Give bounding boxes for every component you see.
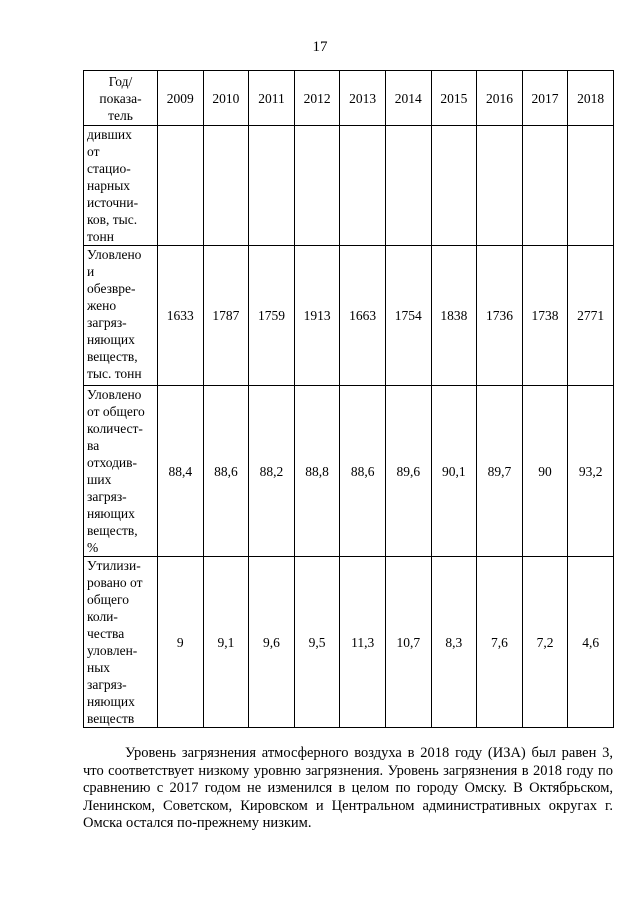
row-label: дивших от стацио- нарных источни- ков, тыс. тонн [84, 126, 158, 246]
table-header-row [84, 71, 614, 126]
value-cell: 1787 [203, 246, 249, 386]
emissions-table [83, 70, 614, 728]
value-cell: 1759 [249, 246, 295, 386]
value-cell [249, 126, 295, 246]
value-cell: 88,8 [294, 386, 340, 557]
value-cell: 89,6 [385, 386, 431, 557]
value-cell: 1633 [158, 246, 204, 386]
value-cell: 8,3 [431, 557, 477, 728]
value-cell [158, 126, 204, 246]
year-header: 2015 [431, 71, 477, 126]
value-cell: 1754 [385, 246, 431, 386]
value-cell [385, 126, 431, 246]
value-cell [340, 126, 386, 246]
value-cell: 4,6 [568, 557, 614, 728]
row-label: Уловлено от общего количест- ва отходив- ших загряз- няющих веществ, % [84, 386, 158, 557]
value-cell: 9,1 [203, 557, 249, 728]
value-cell: 88,2 [249, 386, 295, 557]
value-cell [431, 126, 477, 246]
value-cell [522, 126, 568, 246]
value-cell [203, 126, 249, 246]
year-header: 2011 [249, 71, 295, 126]
value-cell: 2771 [568, 246, 614, 386]
value-cell: 9,5 [294, 557, 340, 728]
value-cell: 88,6 [203, 386, 249, 557]
value-cell: 9,6 [249, 557, 295, 728]
value-cell [568, 126, 614, 246]
year-header: 2014 [385, 71, 431, 126]
value-cell: 89,7 [477, 386, 523, 557]
value-cell: 90,1 [431, 386, 477, 557]
table-row [84, 386, 614, 557]
year-header: 2018 [568, 71, 614, 126]
value-cell: 10,7 [385, 557, 431, 728]
year-header: 2010 [203, 71, 249, 126]
year-header: 2012 [294, 71, 340, 126]
year-header: 2017 [522, 71, 568, 126]
value-cell: 11,3 [340, 557, 386, 728]
table-row [84, 557, 614, 728]
value-cell: 90 [522, 386, 568, 557]
value-cell: 1838 [431, 246, 477, 386]
value-cell: 1738 [522, 246, 568, 386]
row-label: Уловлено и обезвре- жено загряз- няющих веществ, тыс. тонн [84, 246, 158, 386]
value-cell: 1913 [294, 246, 340, 386]
year-header: 2009 [158, 71, 204, 126]
value-cell: 1736 [477, 246, 523, 386]
value-cell: 7,2 [522, 557, 568, 728]
value-cell: 9 [158, 557, 204, 728]
page-number: 17 [312, 39, 328, 55]
value-cell [477, 126, 523, 246]
body-paragraph: Уровень загрязнения атмосферного воздуха в 2018 году (ИЗА) был равен 3, что соответствует низкому уровню загрязнения. Уровень загрязнения в 2018 году по сравнению с 2017 годом не изменился в целом по городу Омску. В Октябрьском, Ленинском, Советском, Кировском и Центральном административных округах г. Омска остался по-прежнему низким. [83, 745, 613, 831]
year-header: 2016 [477, 71, 523, 126]
year-header: 2013 [340, 71, 386, 126]
value-cell [294, 126, 340, 246]
value-cell: 93,2 [568, 386, 614, 557]
table-row [84, 246, 614, 386]
header-label-text: Год/ показа- тель [99, 73, 142, 123]
value-cell: 7,6 [477, 557, 523, 728]
value-cell: 88,6 [340, 386, 386, 557]
header-label-cell [84, 71, 158, 126]
value-cell: 88,4 [158, 386, 204, 557]
table-row [84, 126, 614, 246]
row-label: Утилизи- ровано от общего коли- чества уловлен- ных загряз- няющих веществ [84, 557, 158, 728]
value-cell: 1663 [340, 246, 386, 386]
